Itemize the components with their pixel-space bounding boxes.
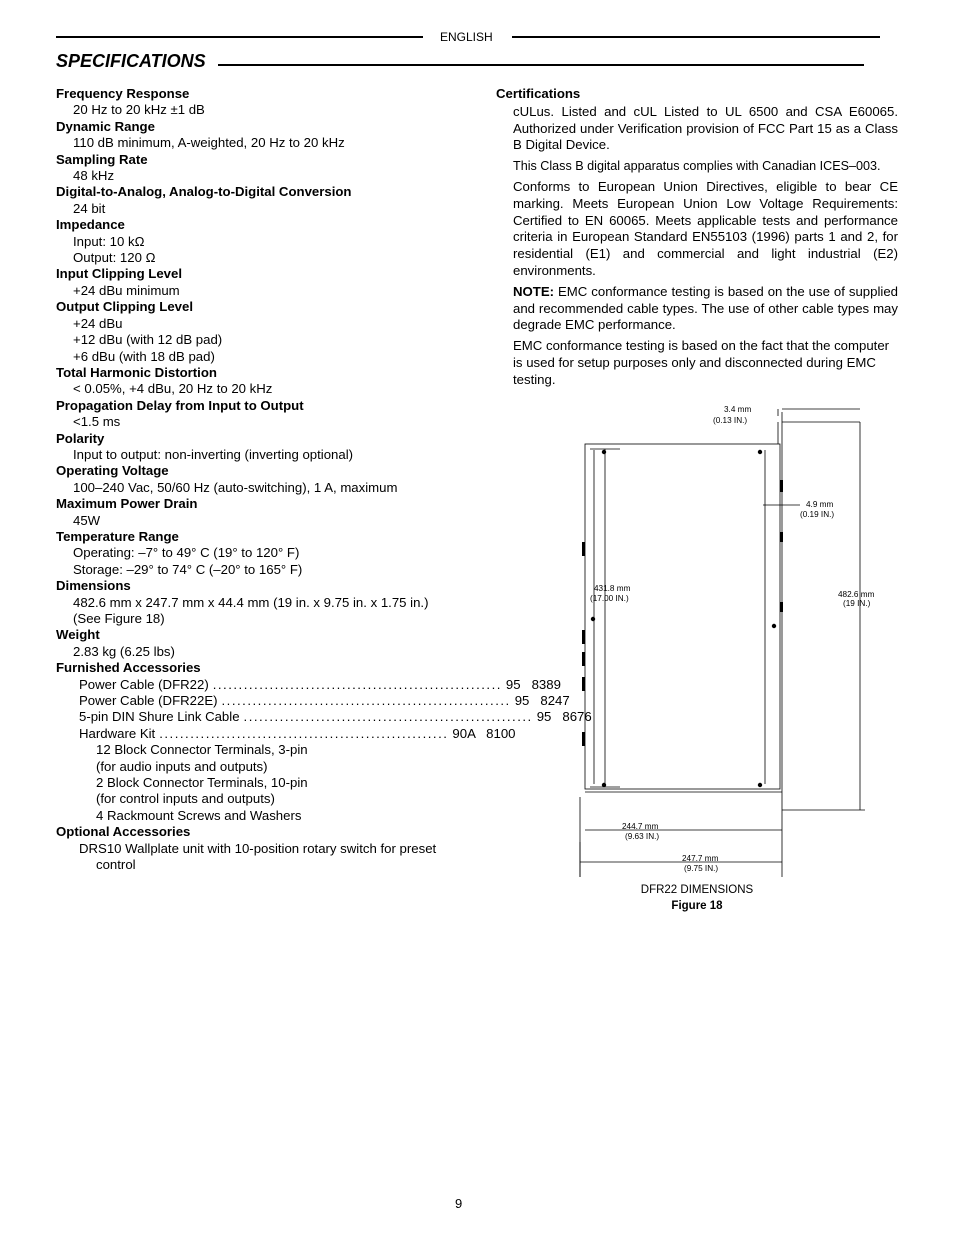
accessory-row: Hardware Kit ........................................................ 90A 8100: [79, 725, 516, 741]
section-title: SPECIFICATIONS: [56, 51, 206, 71]
accessory-name: Power Cable (DFR22E): [79, 693, 218, 709]
spec-value: +24 dBu minimum: [73, 282, 180, 298]
dim-side-in: (0.19 IN.): [800, 510, 835, 519]
spec-value: <1.5 ms: [73, 414, 121, 430]
certification-paragraph: EMC conformance testing is based on the fact that the computer is used for setup purposes only and disconnected during EMC testing.: [513, 338, 890, 387]
accessory-part-number: 95 8676: [536, 709, 592, 725]
accessory-row: 5-pin DIN Shure Link Cable ........................................................ 95 8676: [79, 709, 592, 725]
note-paragraph: [513, 284, 898, 334]
spec-value: 110 dB minimum, A-weighted, 20 Hz to 20 kHz: [73, 135, 345, 151]
spec-heading: Propagation Delay from Input to Output: [56, 397, 304, 413]
unit-outline: [585, 444, 780, 789]
optional-accessories-heading: Optional Accessories: [56, 824, 191, 840]
spec-heading: Output Clipping Level: [56, 299, 193, 315]
spec-heading: Digital-to-Analog, Analog-to-Digital Conversion: [56, 184, 352, 200]
kit-item: (for control inputs and outputs): [96, 791, 275, 807]
dim-bottom2-in: (9.75 IN.): [684, 864, 719, 873]
accessory-part-number: 95 8389: [505, 676, 561, 692]
spec-value: +12 dBu (with 12 dB pad): [73, 332, 223, 348]
accessory-row: Power Cable (DFR22) ........................................................ 95 8389: [79, 676, 561, 692]
certifications-column: [496, 86, 898, 393]
title-rule: [218, 64, 864, 66]
spec-heading: Operating Voltage: [56, 463, 169, 479]
spec-heading: Weight: [56, 627, 100, 643]
spec-heading: Total Harmonic Distortion: [56, 364, 217, 380]
language-label: ENGLISH: [440, 30, 493, 44]
spec-value: Operating: –7° to 49° C (19° to 120° F): [73, 545, 300, 561]
spec-value: 24 bit: [73, 200, 106, 216]
dim-left-mm: 431.8 mm: [594, 584, 631, 593]
optional-accessory-line: control: [96, 857, 136, 873]
spec-value: +6 dBu (with 18 dB pad): [73, 348, 215, 364]
certification-paragraph: cULus. Listed and cUL Listed to UL 6500 and CSA E60065. Authorized under Verification provision of FCC Part 15 as a Class B Digital Device.: [513, 103, 898, 153]
kit-item: (for audio inputs and outputs): [96, 758, 268, 774]
kit-item: 4 Rackmount Screws and Washers: [96, 807, 302, 823]
dim-top-in: (0.13 IN.): [713, 416, 748, 425]
certification-paragraph: Conforms to European Union Directives, eligible to bear CE marking. Meets European Union Low Voltage Requirements: Certified to EN 60065. Meets applicable tests and performance criteria in European Standard EN55103 (1996) parts 1 and 2, for residential (E1) and commercial and light industrial (E2) environments.: [513, 178, 898, 278]
accessory-part-number: 95 8247: [514, 693, 570, 709]
spec-value: Input: 10 kΩ: [73, 233, 145, 249]
kit-item: 2 Block Connector Terminals, 10-pin: [96, 775, 308, 791]
spec-heading: Sampling Rate: [56, 151, 148, 167]
spec-list: [56, 86, 476, 660]
dim-top-mm: 3.4 mm: [724, 405, 752, 414]
dim-bottom2-mm: 247.7 mm: [682, 854, 719, 863]
furnished-accessories-heading: Furnished Accessories: [56, 660, 201, 676]
dim-bottom1-mm: 244.7 mm: [622, 822, 659, 831]
spec-value: 20 Hz to 20 kHz ±1 dB: [73, 102, 205, 118]
accessory-row: Power Cable (DFR22E) ........................................................ 95 8247: [79, 693, 570, 709]
spec-value: 45W: [73, 512, 101, 528]
spec-value: 2.83 kg (6.25 lbs): [73, 643, 175, 659]
spec-heading: Dimensions: [56, 578, 131, 594]
certifications-heading: Certifications: [496, 86, 581, 101]
spec-value: 48 kHz: [73, 168, 115, 184]
dim-left-in: (17.00 IN.): [590, 594, 629, 603]
dimension-drawing: [570, 402, 890, 882]
dim-right-mm: 482.6 mm: [838, 590, 875, 599]
header-rule-left: [56, 36, 423, 38]
accessory-name: Hardware Kit: [79, 725, 156, 741]
dim-bottom1-in: (9.63 IN.): [625, 832, 660, 841]
figure-label: Figure 18: [671, 900, 723, 912]
spec-value: Input to output: non-inverting (inverting optional): [73, 446, 354, 462]
figure-title: DFR22 DIMENSIONS: [640, 884, 754, 896]
spec-value: Output: 120 Ω: [73, 250, 156, 266]
certification-paragraph: This Class B digital apparatus complies with Canadian ICES–003.: [513, 159, 881, 174]
optional-accessory-line: DRS10 Wallplate unit with 10-position rotary switch for preset: [79, 840, 437, 856]
spec-heading: Temperature Range: [56, 528, 179, 544]
spec-value: < 0.05%, +4 dBu, 20 Hz to 20 kHz: [73, 381, 273, 397]
spec-heading: Polarity: [56, 430, 105, 446]
accessory-name: 5-pin DIN Shure Link Cable: [79, 709, 240, 725]
header-rule-right: [512, 36, 880, 38]
page-number: 9: [455, 1196, 463, 1211]
kit-item: 12 Block Connector Terminals, 3-pin: [96, 742, 308, 758]
dim-side-mm: 4.9 mm: [806, 500, 834, 509]
figure-caption: [597, 882, 797, 914]
spec-value: 482.6 mm x 247.7 mm x 44.4 mm (19 in. x 9.75 in. x 1.75 in.): [73, 594, 429, 610]
spec-value: Storage: –29° to 74° C (–20° to 165° F): [73, 561, 303, 577]
accessory-name: Power Cable (DFR22): [79, 676, 209, 692]
spec-heading: Dynamic Range: [56, 118, 155, 134]
spec-value: (See Figure 18): [73, 611, 165, 626]
spec-heading: Input Clipping Level: [56, 266, 183, 282]
note-text: EMC conformance testing is based on the use of supplied and recommended cable types. The use of other cable types may degrade EMC performance.: [513, 283, 898, 333]
note-label: NOTE:: [513, 283, 555, 299]
spec-value: +24 dBu: [73, 315, 123, 331]
spec-heading: Maximum Power Drain: [56, 496, 198, 512]
accessory-part-number: 90A 8100: [452, 725, 516, 741]
spec-heading: Frequency Response: [56, 86, 190, 101]
dim-right-in: (19 IN.): [843, 599, 871, 608]
spec-value: 100–240 Vac, 50/60 Hz (auto-switching), 1 A, maximum: [73, 479, 398, 495]
spec-heading: Impedance: [56, 217, 125, 233]
